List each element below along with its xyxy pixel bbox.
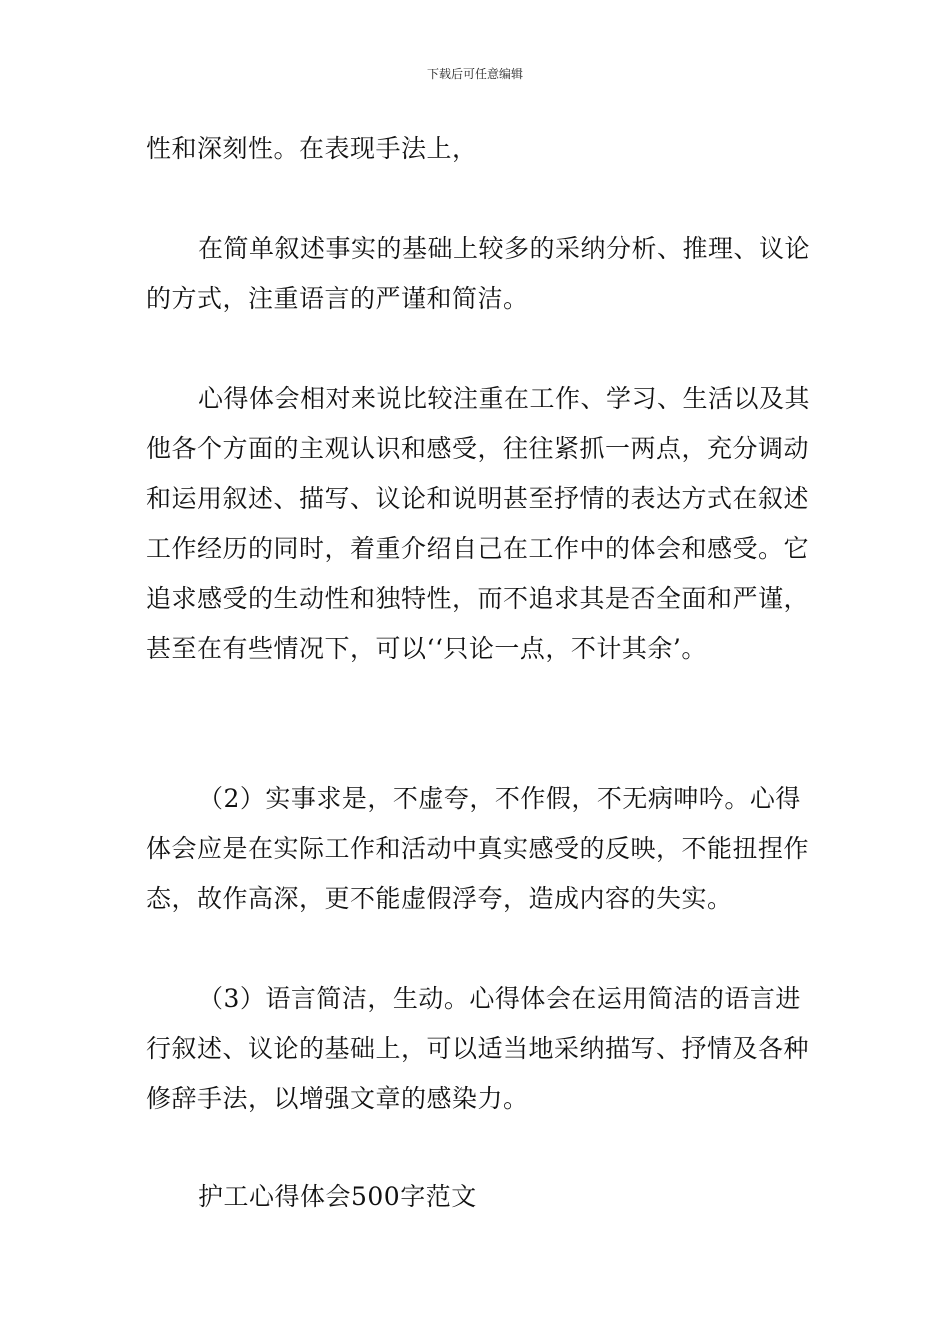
paragraph-point-2: （2）实事求是，不虚夸，不作假，不无病呻吟。心得体会应是在实际工作和活动中真实感受的反映，不能扭捏作态，故作高深，更不能虚假浮夸，造成内容的失实。: [146, 784, 810, 913]
section-title: 护工心得体会500字范文: [198, 1182, 477, 1211]
paragraph-point-3: （3）语言简洁，生动。心得体会在运用简洁的语言进行叙述、议论的基础上，可以适当地采纳描写、抒情及各种修辞手法，以增强文章的感染力。: [146, 984, 810, 1113]
paragraph-experience-feelings: 心得体会相对来说比较注重在工作、学习、生活以及其他各个方面的主观认识和感受，往往紧抓一两点，充分调动和运用叙述、描写、议论和说明甚至抒情的表达方式在叙述工作经历的同时，着重介绍自己在工作中的体会和感受。它追求感受的生动性和独特性，而不追求其是否全面和严谨，甚至在有些情况下，可以‘‘只论一点，不计其余’。: [146, 384, 811, 663]
paragraph-continuation: 性和深刻性。在表现手法上，: [146, 134, 478, 163]
page-header-note: 下载后可任意编辑: [426, 67, 523, 81]
paragraph-expression-method: 在简单叙述事实的基础上较多的采纳分析、推理、议论的方式，注重语言的严谨和简洁。: [146, 234, 811, 313]
